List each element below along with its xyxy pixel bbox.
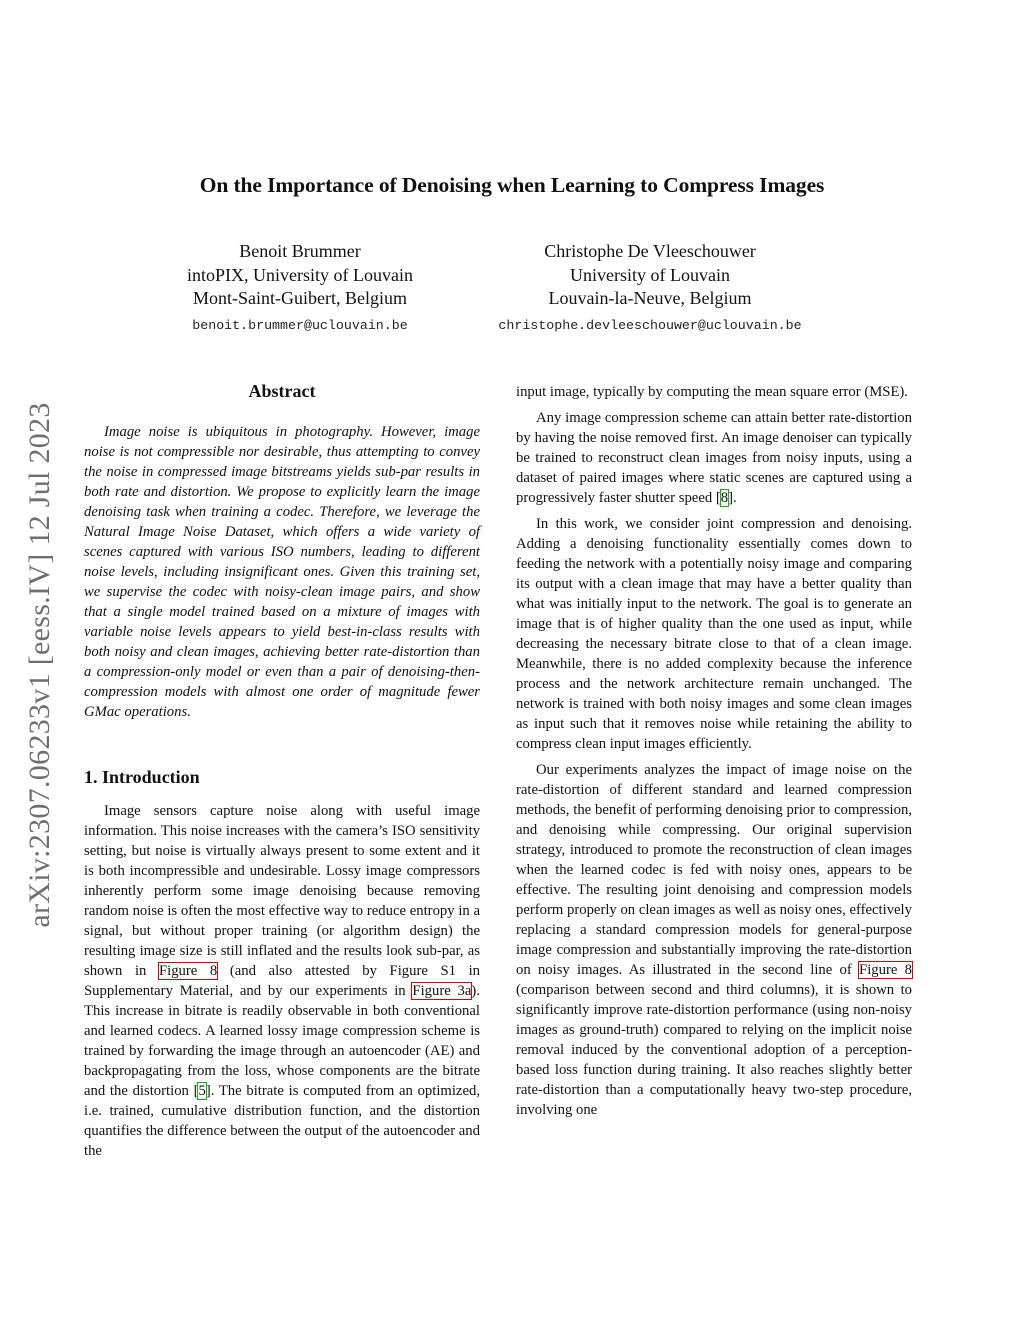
arxiv-id[interactable]: arXiv:2307.06233v1 [eess.IV] 12 Jul 2023 <box>23 402 56 928</box>
abstract-heading: Abstract <box>248 381 316 401</box>
author-block <box>464 240 836 337</box>
author-affiliation: intoPIX, University of Louvain <box>187 264 413 285</box>
intro-paragraph-2 <box>516 408 912 508</box>
citation-5-link[interactable]: 5 <box>198 1083 206 1099</box>
author-email[interactable]: christophe.devleeschouwer@uclouvain.be <box>498 317 802 333</box>
left-column <box>84 379 480 1161</box>
author-name: Christophe De Vleeschouwer <box>544 241 756 261</box>
author-block <box>150 240 450 337</box>
figure-8-link[interactable]: Figure 8 <box>859 962 912 978</box>
paragraph-text: ]. <box>728 490 737 506</box>
intro-paragraph-1 <box>84 801 480 1161</box>
author-email[interactable]: benoit.brummer@uclouvain.be <box>192 317 408 333</box>
intro-paragraph-1-continued: input image, typically by computing the mean square error (MSE). <box>516 384 908 400</box>
citation-8-link[interactable]: 8 <box>720 490 729 506</box>
paragraph-text: Our experiments analyzes the impact of image noise on the rate-distortion of different standard and learned compression methods, the benefit of performing denoising prior to compression, and denoising while compressing. Our original supervision strategy, introduced to promote the reconstruction of clean images when the learned codec is fed with noisy ones, appears to be effective. The resulting joint denoising and compression models perform properly on clean images as well as noisy ones, effectively replacing a standard compression models for general-purpose image compression and substantially improving the rate-distortion on noisy images. As illustrated in the second line of <box>516 762 912 978</box>
author-name: Benoit Brummer <box>239 241 361 261</box>
paper-title: On the Importance of Denoising when Learning to Compress Images <box>199 173 825 197</box>
intro-paragraph-3: In this work, we consider joint compression and denoising. Adding a denoising functionality essentially comes down to feeding the network with a potentially noisy image and comparing its output with a clean image that may have a better quality than what was initially input to the network. The goal is to generate an image that is of higher quality than the one used as input, while decreasing the necessary bitrate close to that of a clean image. Meanwhile, there is no added complexity because the inference process and the network architecture remain unchanged. The network is trained with both noisy images and some clean images as input such that it removes noise while retaining the ability to compress clean input images efficiently. <box>516 516 912 752</box>
section-heading-introduction: 1. Introduction <box>84 767 200 787</box>
author-location: Mont-Saint-Guibert, Belgium <box>193 288 407 308</box>
author-affiliation: University of Louvain <box>570 264 730 285</box>
paragraph-text: (comparison between second and third columns), it is shown to significantly improve rate-distortion performance (using non-noisy images as ground-truth) compared to relying on the implicit noise removal induced by the conventional adoption of a perception-based loss function during training. It also reaches slightly better rate-distortion than a computationally heavy two-step procedure, involving one <box>516 982 912 1118</box>
paragraph-text: Any image compression scheme can attain better rate-distortion by having the noise removed first. An image denoiser can typically be trained to reconstruct clean images from noisy inputs, using a dataset of paired images where static scenes are captured using a progressively faster shutter speed [ <box>516 410 912 506</box>
paragraph-text: ]. The bitrate is computed from an optimized, i.e. trained, cumulative distribution function, and the distortion quantifies the difference between the output of the autoencoder and the <box>84 1083 480 1159</box>
figure-8-link[interactable]: Figure 8 <box>158 963 218 979</box>
figure-3a-link[interactable]: Figure 3a <box>412 983 472 999</box>
right-column <box>516 382 912 1120</box>
paragraph-text: ). This increase in bitrate is readily observable in both conventional and learned codecs. A learned lossy image compression scheme is trained by forwarding the image through an autoencoder (AE) and backpropagating from the loss, whose components are the bitrate and the distortion [ <box>84 983 480 1099</box>
abstract-text: Image noise is ubiquitous in photography. However, image noise is not compressible nor desirable, thus attempting to convey the noise in compressed image bitstreams yields sub-par results in both rate and distortion. We propose to explicitly learn the image denoising task when training a codec. Therefore, we leverage the Natural Image Noise Dataset, which offers a wide variety of scenes captured with various ISO numbers, leading to different noise levels, including insignificant ones. Given this training set, we supervise the codec with noisy-clean image pairs, and show that a single model trained based on a mixture of images with variable noise levels appears to yield best-in-class results with both noisy and clean images, achieving better rate-distortion than a compression-only model or even than a pair of denoising-then-compression models with almost one order of magnitude fewer GMac operations. <box>84 424 480 720</box>
intro-paragraph-4 <box>516 760 912 1120</box>
paragraph-text: (and also attested by Figure S1 in Supplementary Material, and by our experiments in <box>84 963 480 999</box>
paragraph-text: Image sensors capture noise along with useful image information. This noise increases with the camera’s ISO sensitivity setting, but noise is virtually always present to some extent and it is both incompressible and undesirable. Lossy image compressors inherently perform some image denoising because removing random noise is often the most effective way to reduce entropy in a signal, but without proper training (or algorithm design) the resulting image size is still inflated and the results look sub-par, as shown in <box>84 803 480 979</box>
author-location: Louvain-la-Neuve, Belgium <box>548 288 752 308</box>
